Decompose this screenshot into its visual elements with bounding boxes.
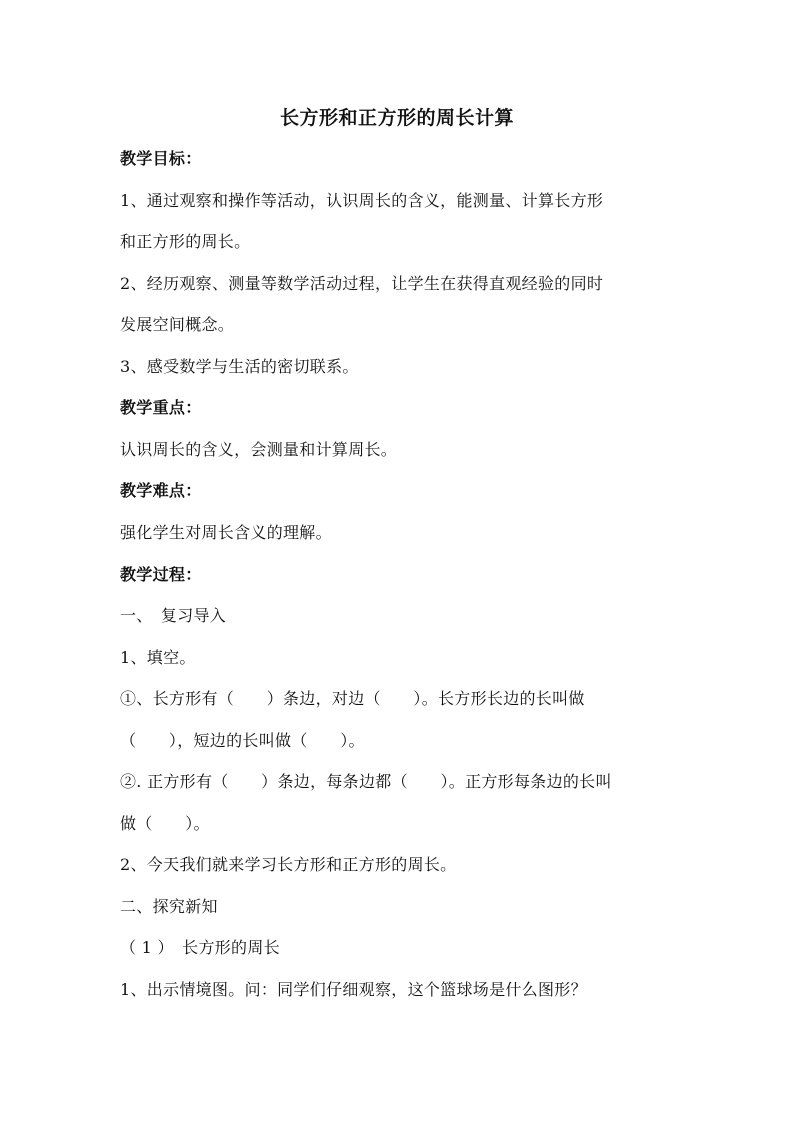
section-heading-process: 教学过程： [120, 565, 202, 584]
paragraph-line: （ 1 ） 长方形的周长 [120, 938, 280, 957]
paragraph-line: 1、通过观察和操作等活动，认识周长的含义，能测量、计算长方形 [120, 191, 604, 210]
paragraph-line: 认识周长的含义，会测量和计算周长。 [120, 440, 398, 459]
paragraph-line: 2、经历观察、测量等数学活动过程，让学生在获得直观经验的同时 [120, 274, 604, 293]
paragraph-line: 1、填空。 [120, 648, 196, 667]
paragraph-line: 3、感受数学与生活的密切联系。 [120, 357, 359, 376]
paragraph-line: 2、今天我们就来学习长方形和正方形的周长。 [120, 855, 457, 874]
section-heading-difficulties: 教学难点： [120, 481, 202, 500]
document-title: 长方形和正方形的周长计算 [279, 107, 514, 129]
paragraph-line: 做（ ）。 [120, 814, 210, 833]
section-heading-objectives: 教学目标： [120, 149, 202, 168]
paragraph-line: 1、出示情境图。问：同学们仔细观察，这个篮球场是什么图形？ [120, 980, 587, 999]
paragraph-line: 和正方形的周长。 [120, 232, 251, 251]
paragraph-line: 强化学生对周长含义的理解。 [120, 523, 332, 542]
paragraph-line: 二、探究新知 [120, 897, 218, 916]
section-heading-key-points: 教学重点： [120, 398, 202, 417]
paragraph-line: ①、长方形有（ ）条边，对边（ ）。长方形长边的长叫做 [120, 689, 585, 708]
paragraph-line: 一、 复习导入 [120, 606, 227, 625]
paragraph-line: 发展空间概念。 [120, 315, 235, 334]
paragraph-line: ②. 正方形有（ ）条边，每条边都（ ）。正方形每条边的长叫 [120, 772, 612, 791]
paragraph-line: （ ），短边的长叫做（ ）。 [120, 731, 365, 750]
